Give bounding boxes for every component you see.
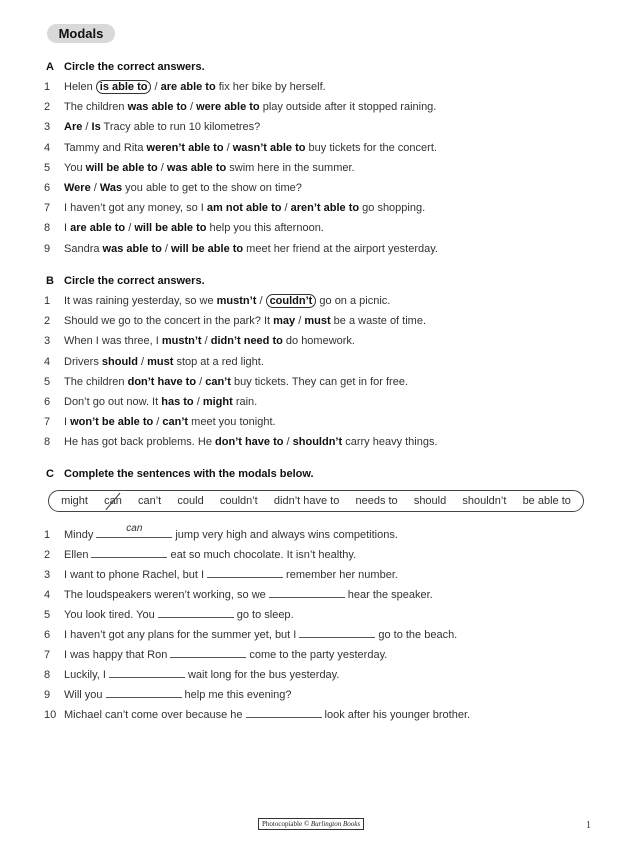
option-separator: /: [283, 436, 293, 449]
answer-option[interactable]: wasn’t able to: [232, 141, 306, 154]
sentence-end: meet her friend at the airport yesterday.: [243, 242, 438, 255]
answer-option[interactable]: didn’t need to: [210, 335, 283, 348]
item-number: 8: [44, 436, 51, 449]
sentence-start: I: [64, 222, 71, 235]
answer-option[interactable]: don’t have to: [215, 436, 284, 449]
sentence-start: Will you: [64, 689, 103, 701]
sentence-end: go to the beach.: [378, 629, 458, 641]
answer-option[interactable]: am not able to: [206, 202, 282, 215]
item-number: 4: [44, 589, 51, 601]
item-number: 8: [44, 669, 51, 681]
sentence-start: Drivers: [64, 355, 102, 368]
item-number: 1: [44, 295, 51, 307]
answer-blank[interactable]: [91, 546, 167, 558]
sentence-start: He has got back problems. He: [64, 436, 216, 449]
sentence-start: You: [64, 161, 86, 174]
exercise-line: [44, 356, 264, 368]
sentence-end: remember her number.: [286, 569, 398, 581]
sentence-end: hear the speaker.: [347, 589, 433, 601]
answer-blank[interactable]: [207, 566, 283, 578]
item-number: 5: [44, 609, 51, 621]
answer-option[interactable]: are able to: [70, 222, 126, 235]
sentence-end: do homework.: [282, 335, 355, 348]
sentence-end: you able to get to the show on time?: [122, 182, 302, 194]
sentence-end: be a waste of time.: [330, 315, 427, 328]
exercise-line: [44, 523, 398, 541]
item-number: 2: [44, 101, 51, 114]
item-number: 10: [44, 709, 57, 721]
section-letter: C: [46, 468, 54, 480]
exercise-line: [44, 706, 470, 721]
section-instruction: Circle the correct answers.: [64, 275, 205, 287]
item-number: 7: [44, 202, 51, 215]
sentence-end: go to sleep.: [236, 609, 294, 621]
item-number: 1: [44, 81, 51, 93]
sentence-start: The children: [64, 101, 128, 114]
item-number: 3: [44, 335, 51, 348]
exercise-line: [44, 436, 438, 448]
blank-answer: can: [126, 523, 143, 534]
answer-option[interactable]: mustn’t: [161, 335, 202, 348]
answer-option[interactable]: mustn’t: [216, 295, 257, 307]
option-separator: /: [193, 396, 203, 408]
item-number: 8: [44, 222, 51, 235]
footer-label: Photocopiable: [262, 820, 303, 828]
item-number: 6: [44, 396, 51, 408]
answer-option[interactable]: was able to: [102, 242, 162, 255]
exercise-line: [44, 315, 426, 327]
option-separator: /: [125, 222, 135, 235]
sentence-end: help me this evening?: [184, 689, 292, 701]
answer-option[interactable]: must: [147, 355, 174, 368]
sentence-end: meet you tonight.: [188, 416, 276, 429]
answer-option[interactable]: has to: [161, 396, 194, 408]
exercise-line: [44, 566, 398, 581]
option-separator: /: [186, 101, 197, 114]
word-bank-item: might: [61, 495, 88, 507]
option-separator: /: [295, 315, 305, 328]
answer-blank[interactable]: [106, 686, 182, 698]
sentence-end: swim here in the summer.: [226, 161, 355, 174]
sentence-start: When I was three, I: [64, 335, 162, 348]
answer-option[interactable]: was able to: [166, 161, 227, 174]
exercise-line: [44, 376, 408, 388]
page-number: 1: [586, 820, 591, 831]
word-bank-item: needs to: [355, 495, 398, 507]
exercise-line: [44, 243, 438, 255]
sentence-start: Tammy and Rita: [64, 141, 147, 154]
answer-option[interactable]: aren’t able to: [290, 202, 360, 215]
sentence-start: Luckily, I: [64, 669, 106, 681]
section-instruction: Circle the correct answers.: [64, 61, 205, 73]
exercise-line: [44, 182, 302, 194]
answer-option[interactable]: should: [101, 355, 138, 368]
word-bank-item: be able to: [522, 495, 571, 507]
sentence-start: I: [64, 416, 71, 429]
word-bank-item: should: [413, 495, 447, 507]
option-separator: /: [151, 81, 161, 93]
sentence-start: I want to phone Rachel, but I: [64, 569, 205, 581]
word-bank: [48, 490, 584, 512]
answer-option[interactable]: shouldn’t: [292, 436, 343, 449]
sentence-end: fix her bike by herself.: [215, 81, 326, 93]
exercise-line: [44, 666, 339, 681]
sentence-end: go shopping.: [359, 202, 426, 215]
option-separator: /: [223, 141, 233, 154]
answer-option[interactable]: don’t have to: [127, 375, 197, 388]
sentence-end: buy tickets for the concert.: [305, 141, 437, 154]
exercise-line: [44, 646, 387, 661]
answer-option[interactable]: might: [202, 396, 233, 408]
item-number: 6: [44, 182, 51, 194]
exercise-line: [44, 335, 355, 347]
answer-blank[interactable]: [109, 666, 185, 678]
option-separator: /: [157, 161, 167, 174]
sentence-start: Sandra: [64, 242, 103, 255]
answer-option[interactable]: may: [273, 315, 296, 328]
answer-blank[interactable]: [246, 706, 322, 718]
exercise-line: [44, 686, 292, 701]
answer-option[interactable]: were able to: [196, 101, 260, 114]
sentence-end: buy tickets. They can get in for free.: [230, 375, 409, 388]
word-bank-item: couldn’t: [219, 495, 258, 507]
answer-option[interactable]: won’t be able to: [70, 416, 154, 429]
answer-blank[interactable]: [170, 646, 246, 658]
answer-option[interactable]: Were: [64, 182, 91, 194]
word-bank-item: can: [104, 495, 122, 507]
answer-blank[interactable]: [269, 586, 345, 598]
word-bank-item: didn’t have to: [273, 495, 340, 507]
answer-blank[interactable]: [299, 626, 375, 638]
answer-blank[interactable]: [158, 606, 234, 618]
exercise-line: [44, 202, 425, 214]
footer-copyright: © Burlington Books: [303, 820, 361, 828]
exercise-line: [44, 606, 294, 621]
exercise-line: [44, 626, 457, 641]
item-number: 9: [44, 242, 51, 255]
section-a-heading: [46, 61, 205, 73]
item-number: 7: [44, 649, 51, 661]
option-separator: /: [137, 355, 148, 368]
sentence-end: jump very high and always wins competitions.: [175, 529, 398, 541]
option-separator: /: [256, 295, 266, 307]
sentence-start: Ellen: [64, 549, 89, 561]
sentence-end: look after his younger brother.: [324, 709, 471, 721]
item-number: 3: [44, 569, 51, 581]
sentence-start: It was raining yesterday, so we: [64, 295, 217, 307]
section-c-heading: [46, 468, 314, 480]
sentence-end: wait long for the bus yesterday.: [187, 669, 340, 681]
option-separator: /: [82, 121, 92, 134]
sentence-end: eat so much chocolate. It isn’t healthy.: [170, 549, 357, 561]
item-number: 6: [44, 629, 51, 641]
sentence-end: carry heavy things.: [342, 436, 438, 449]
option-separator: /: [161, 242, 171, 255]
answer-option[interactable]: is able to: [96, 80, 152, 94]
answer-option[interactable]: are able to: [160, 81, 216, 93]
item-number: 3: [44, 121, 51, 134]
sentence-start: I was happy that Ron: [64, 649, 168, 661]
item-number: 4: [44, 355, 51, 368]
section-b-heading: [46, 275, 205, 287]
exercise-line: [44, 142, 437, 154]
sentence-start: Michael can’t come over because he: [64, 709, 243, 721]
exercise-line: [44, 121, 260, 133]
sentence-start: I haven’t got any money, so I: [64, 202, 207, 215]
item-number: 1: [44, 529, 51, 541]
exercise-line: [44, 416, 276, 428]
exercise-line: [44, 396, 257, 408]
section-instruction: Complete the sentences with the modals below.: [64, 468, 314, 480]
exercise-line: [44, 162, 355, 174]
sentence-start: I haven’t got any plans for the summer yet, but I: [64, 629, 297, 641]
sentence-end: stop at a red light.: [173, 355, 264, 368]
sentence-start: The children: [64, 375, 128, 388]
answer-option[interactable]: weren’t able to: [146, 141, 224, 154]
sentence-end: rain.: [232, 396, 258, 408]
item-number: 7: [44, 416, 51, 429]
answer-option[interactable]: must: [304, 315, 331, 328]
word-bank-item: shouldn’t: [462, 495, 507, 507]
sentence-start: Helen: [64, 81, 96, 93]
answer-option[interactable]: can’t: [205, 375, 231, 388]
sentence-start: Mindy: [64, 529, 94, 541]
answer-option[interactable]: will be able to: [134, 222, 207, 235]
answer-option[interactable]: Is: [91, 121, 101, 134]
answer-option[interactable]: Was: [99, 182, 123, 194]
exercise-line: [44, 586, 433, 601]
option-separator: /: [196, 375, 206, 388]
sentence-end: go on a picnic.: [316, 295, 391, 307]
exercise-line: [44, 546, 356, 561]
section-letter: B: [46, 275, 54, 287]
answer-option[interactable]: was able to: [127, 101, 187, 114]
sentence-end: come to the party yesterday.: [249, 649, 388, 661]
page-title: Modals: [47, 24, 115, 43]
answer-option[interactable]: couldn’t: [266, 294, 317, 308]
item-number: 4: [44, 141, 51, 154]
sentence-start: The loudspeakers weren’t working, so we: [64, 589, 266, 601]
word-bank-item: can’t: [138, 495, 162, 507]
exercise-line: [44, 81, 326, 93]
sentence-start: Should we go to the concert in the park? It: [64, 315, 274, 328]
item-number: 9: [44, 689, 51, 701]
answer-option[interactable]: will be able to: [85, 161, 158, 174]
answer-option[interactable]: will be able to: [171, 242, 244, 255]
option-separator: /: [201, 335, 211, 348]
option-separator: /: [90, 182, 100, 194]
sentence-end: Tracy able to run 10 kilometres?: [100, 121, 261, 134]
sentence-end: play outside after it stopped raining.: [259, 101, 437, 114]
item-number: 2: [44, 549, 51, 561]
answer-option[interactable]: can’t: [162, 416, 189, 429]
option-separator: /: [281, 202, 291, 215]
option-separator: /: [153, 416, 163, 429]
exercise-line: [44, 101, 436, 113]
sentence-start: You look tired. You: [64, 609, 155, 621]
answer-option[interactable]: Are: [64, 121, 83, 134]
sentence-end: help you this afternoon.: [206, 222, 324, 235]
section-letter: A: [46, 61, 54, 73]
footer-notice: [258, 818, 364, 830]
item-number: 2: [44, 315, 51, 328]
exercise-line: [44, 295, 390, 307]
item-number: 5: [44, 375, 51, 388]
exercise-line: [44, 222, 324, 234]
item-number: 5: [44, 161, 51, 174]
word-bank-item: could: [177, 495, 204, 507]
answer-blank[interactable]: [96, 523, 172, 538]
sentence-start: Don’t go out now. It: [64, 396, 162, 408]
